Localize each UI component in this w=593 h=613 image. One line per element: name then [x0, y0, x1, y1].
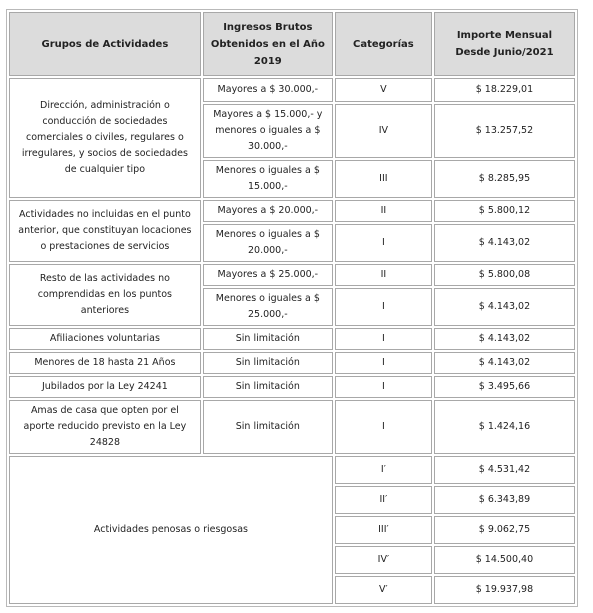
amount-cell: $ 14.500,40 [434, 546, 575, 574]
category-cell: I [335, 288, 432, 326]
category-cell: IV [335, 104, 432, 158]
category-cell: II′ [335, 486, 432, 514]
category-cell: II [335, 200, 432, 222]
amount-cell: $ 19.937,98 [434, 576, 575, 604]
category-cell: III′ [335, 516, 432, 544]
header-activity-groups: Grupos de Actividades [9, 12, 201, 76]
category-cell: IV′ [335, 546, 432, 574]
amount-cell: $ 4.143,02 [434, 352, 575, 374]
amount-cell: $ 1.424,16 [434, 400, 575, 454]
table-row [9, 328, 575, 350]
amount-cell: $ 4.143,02 [434, 288, 575, 326]
category-cell: III [335, 160, 432, 198]
activity-cell: Actividades penosas o riesgosas [9, 456, 333, 604]
category-cell: I [335, 328, 432, 350]
amount-cell: $ 5.800,08 [434, 264, 575, 286]
amount-cell: $ 18.229,01 [434, 78, 575, 102]
activity-cell: Amas de casa que opten por el aporte reducido previsto en la Ley 24828 [9, 400, 201, 454]
category-cell: V [335, 78, 432, 102]
amount-cell: $ 3.495,66 [434, 376, 575, 398]
amount-cell: $ 4.531,42 [434, 456, 575, 484]
category-cell: I [335, 224, 432, 262]
income-cell: Mayores a $ 30.000,- [203, 78, 333, 102]
income-cell: Menores o iguales a $ 25.000,- [203, 288, 333, 326]
income-cell: Mayores a $ 15.000,- y menores o iguales a $ 30.000,- [203, 104, 333, 158]
income-cell: Sin limitación [203, 400, 333, 454]
activity-cell: Menores de 18 hasta 21 Años [9, 352, 201, 374]
income-cell: Mayores a $ 20.000,- [203, 200, 333, 222]
contributions-table [6, 9, 578, 607]
amount-cell: $ 9.062,75 [434, 516, 575, 544]
activity-cell: Dirección, administración o conducción de sociedades comerciales o civiles, regulares o irregulares, y socios de sociedades de cualquier tipo [9, 78, 201, 198]
category-cell: I [335, 376, 432, 398]
category-cell: I [335, 352, 432, 374]
header-category: Categorías [335, 12, 432, 76]
table-row [9, 200, 575, 222]
activity-cell: Actividades no incluidas en el punto anterior, que constituyan locaciones o prestaciones de servicios [9, 200, 201, 262]
header-gross-income: Ingresos Brutos Obtenidos en el Año 2019 [203, 12, 333, 76]
header-row [9, 12, 575, 76]
table-row [9, 456, 575, 484]
amount-cell: $ 4.143,02 [434, 328, 575, 350]
header-monthly-amount: Importe Mensual Desde Junio/2021 [434, 12, 575, 76]
amount-cell: $ 4.143,02 [434, 224, 575, 262]
table-row [9, 78, 575, 102]
income-cell: Sin limitación [203, 352, 333, 374]
income-cell: Sin limitación [203, 376, 333, 398]
table-row [9, 352, 575, 374]
table-row [9, 264, 575, 286]
amount-cell: $ 5.800,12 [434, 200, 575, 222]
category-cell: I [335, 400, 432, 454]
income-cell: Menores o iguales a $ 20.000,- [203, 224, 333, 262]
income-cell: Sin limitación [203, 328, 333, 350]
amount-cell: $ 13.257,52 [434, 104, 575, 158]
category-cell: V′ [335, 576, 432, 604]
category-cell: I′ [335, 456, 432, 484]
activity-cell: Jubilados por la Ley 24241 [9, 376, 201, 398]
table-row [9, 376, 575, 398]
amount-cell: $ 6.343,89 [434, 486, 575, 514]
amount-cell: $ 8.285,95 [434, 160, 575, 198]
income-cell: Mayores a $ 25.000,- [203, 264, 333, 286]
activity-cell: Afiliaciones voluntarias [9, 328, 201, 350]
category-cell: II [335, 264, 432, 286]
income-cell: Menores o iguales a $ 15.000,- [203, 160, 333, 198]
activity-cell: Resto de las actividades no comprendidas en los puntos anteriores [9, 264, 201, 326]
table-row [9, 400, 575, 454]
